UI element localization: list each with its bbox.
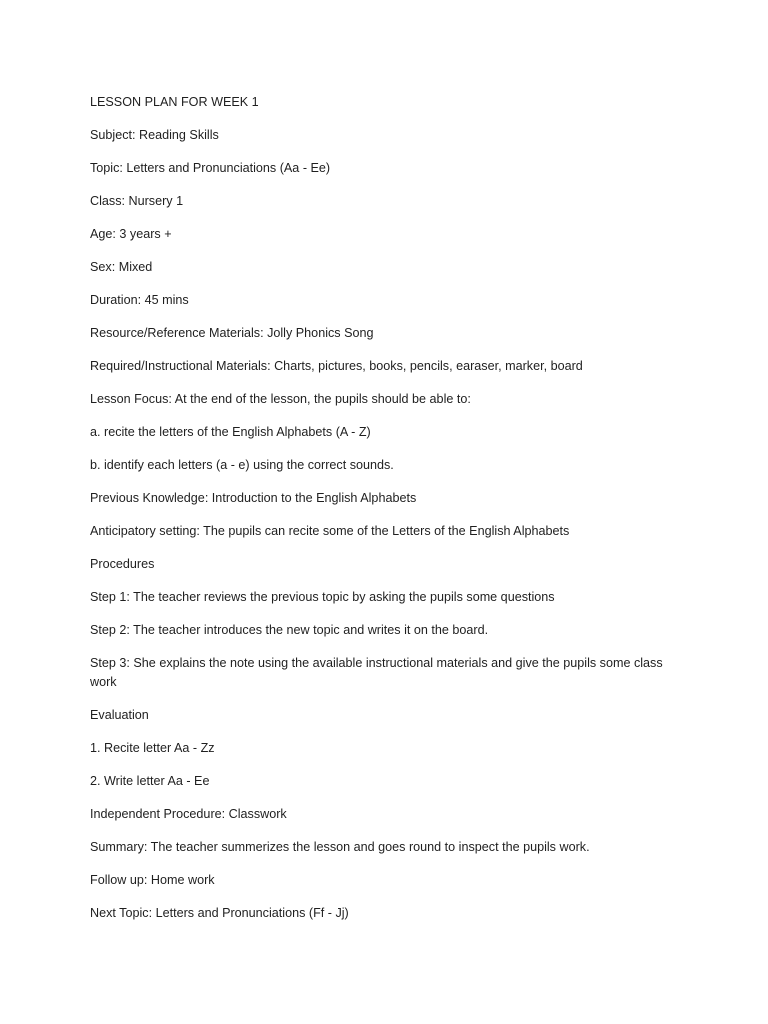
evaluation-heading: Evaluation: [90, 708, 149, 722]
step-2-line: Step 2: The teacher introduces the new topic and writes it on the board.: [90, 623, 489, 637]
follow-up-line: Follow up: Home work: [90, 873, 215, 887]
step-3-line: Step 3: She explains the note using the available instructional materials and give the pupils some class work: [90, 656, 663, 689]
subject-line: Subject: Reading Skills: [90, 128, 219, 142]
topic-line: Topic: Letters and Pronunciations (Aa - Ee): [90, 161, 331, 175]
doc-title: LESSON PLAN FOR WEEK 1: [90, 95, 259, 109]
step-1-line: Step 1: The teacher reviews the previous topic by asking the pupils some questions: [90, 590, 555, 604]
objective-a-line: a. recite the letters of the English Alphabets (A - Z): [90, 425, 371, 439]
anticipatory-setting-line: Anticipatory setting: The pupils can recite some of the Letters of the English Alphabets: [90, 524, 570, 538]
independent-procedure-line: Independent Procedure: Classwork: [90, 807, 287, 821]
class-line: Class: Nursery 1: [90, 194, 184, 208]
next-topic-line: Next Topic: Letters and Pronunciations (Ff - Jj): [90, 906, 349, 920]
instructional-materials-line: Required/Instructional Materials: Charts, pictures, books, pencils, earaser, marker, board: [90, 359, 583, 373]
lesson-focus-line: Lesson Focus: At the end of the lesson, the pupils should be able to:: [90, 392, 471, 406]
procedures-heading: Procedures: [90, 557, 155, 571]
resource-materials-line: Resource/Reference Materials: Jolly Phonics Song: [90, 326, 374, 340]
previous-knowledge-line: Previous Knowledge: Introduction to the English Alphabets: [90, 491, 417, 505]
sex-line: Sex: Mixed: [90, 260, 153, 274]
age-line: Age: 3 years +: [90, 227, 172, 241]
objective-b-line: b. identify each letters (a - e) using the correct sounds.: [90, 458, 394, 472]
summary-line: Summary: The teacher summerizes the lesson and goes round to inspect the pupils work.: [90, 840, 590, 854]
duration-line: Duration: 45 mins: [90, 293, 189, 307]
evaluation-item-2: 2. Write letter Aa - Ee: [90, 774, 210, 788]
lesson-plan-text: [90, 93, 690, 937]
evaluation-item-1: 1. Recite letter Aa - Zz: [90, 741, 215, 755]
